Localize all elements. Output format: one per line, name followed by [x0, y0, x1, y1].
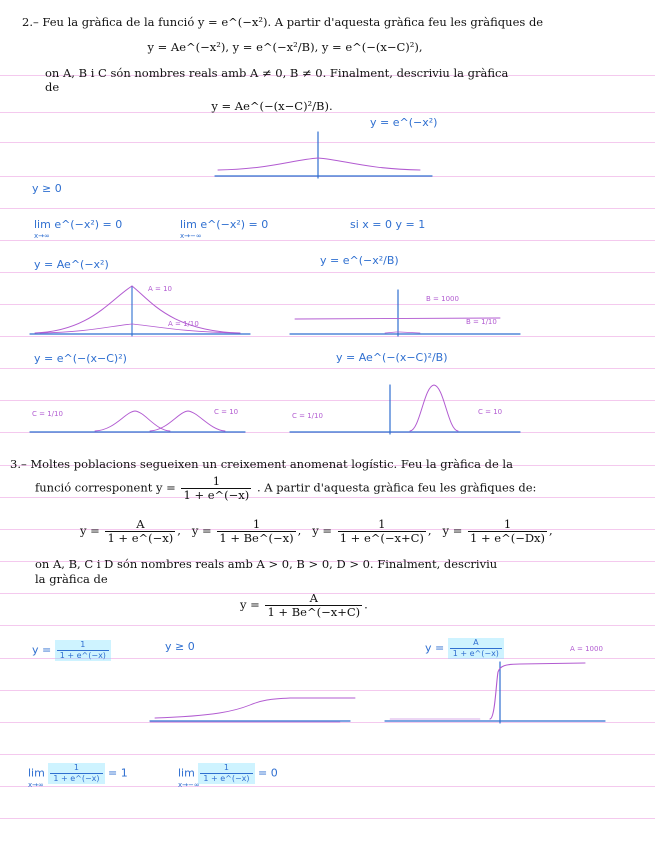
hw-lim4-sub: x→−∞ — [178, 781, 200, 789]
problem2-intro: 2.– Feu la gràfica de la funció y = e^(−x²). A partir d'aquesta gràfica feu les gràfiques de — [22, 15, 544, 29]
hw-C10b: C = 10 — [478, 408, 503, 416]
hw-lim2: lim e^(−x²) = 0 — [180, 218, 269, 231]
problem3-variants: y = $\frac{A}{1 + e\^{}(-x)}$ , y = $\frac{1}{1 + Be\^{}(-x)}$ , y = $\frac{1}{1 + e\^{}(-x+C)}$ , y = $\frac{1}{1 + e\^{}(-Dx)}$ , — [80, 517, 553, 545]
hw-A10: A = 10 — [148, 285, 173, 293]
hw-C110b: C = 1/10 — [292, 412, 323, 420]
sketch-logistic — [150, 698, 355, 722]
hw-fn-gauss: y = e^(−x²) — [370, 116, 438, 129]
hw-lim4: lim $\frac{1}{1 + e\^{}(-x)}$ = 0 — [178, 763, 278, 783]
problem3-condition-2: la gràfica de — [35, 572, 108, 586]
hw-lim1: lim e^(−x²) = 0 — [34, 218, 123, 231]
hw-lim3: lim $\frac{1}{1 + e\^{}(-x)}$ = 1 — [28, 763, 128, 783]
basic-logistic-fraction: $\frac{1}{1 + e\^{}(-x)}$ — [183, 474, 250, 502]
problem2-formulas: y = Ae^(−x²), y = e^(−x²/B), y = e^(−(x−C)²), — [147, 40, 423, 54]
hw-C110a: C = 1/10 — [32, 410, 63, 418]
sketch-width — [290, 290, 520, 336]
problem2-condition-2: de — [45, 80, 60, 94]
hw-y-nonneg: y ≥ 0 — [32, 182, 62, 195]
hw-lim2-sub: x→−∞ — [180, 232, 202, 240]
hw-fn-C: y = e^(−(x−C)²) — [34, 352, 127, 365]
hw-si-x0: si x = 0 y = 1 — [350, 218, 426, 231]
problem2-condition: on A, B i C són nombres reals amb A ≠ 0, B ≠ 0. Finalment, descriviu la gràfica — [45, 66, 509, 80]
problem3-final-formula: y = $\frac{A}{1 + Be\^{}(-x+C)}$ . — [240, 591, 368, 619]
hw-C10a: C = 10 — [214, 408, 239, 416]
hw-log-y-nonneg: y ≥ 0 — [165, 640, 195, 653]
hw-fn-A: y = Ae^(−x²) — [34, 258, 109, 271]
problem2-final-formula: y = Ae^(−(x−C)²/B). — [211, 99, 333, 113]
hw-fn-ABC: y = Ae^(−(x−C)²/B) — [336, 351, 448, 364]
hw-A110: A = 1/10 — [168, 320, 199, 328]
hw-logistic: y = $\frac{1}{1 + e\^{}(-x)}$ — [32, 640, 111, 661]
hw-lim1-sub: x→∞ — [34, 232, 50, 240]
hw-B1000: B = 1000 — [426, 295, 459, 303]
hw-lim3-sub: x→∞ — [28, 781, 44, 789]
sketch-logistic-amplitude — [385, 662, 605, 723]
sketch-amplitude — [30, 286, 250, 336]
hw-logA-label: A = 1000 — [570, 645, 603, 653]
hw-B110: B = 1/10 — [466, 318, 497, 326]
problem3-intro-2: funció corresponent y = $\frac{1}{1 + e\^{}(-x)}$ . A partir d'aquesta gràfica feu les gràfiques de: — [35, 474, 537, 502]
problem3-condition: on A, B, C i D són nombres reals amb A > 0, B > 0, D > 0. Finalment, descriviu — [35, 557, 498, 571]
hw-fn-B: y = e^(−x²/B) — [320, 254, 399, 267]
problem3-intro: 3.– Moltes poblacions segueixen un creixement anomenat logístic. Feu la gràfica de la — [10, 457, 513, 471]
sketch-gaussian — [215, 132, 432, 178]
hw-logistic-A: y = $\frac{A}{1 + e\^{}(-x)}$ — [425, 638, 504, 659]
